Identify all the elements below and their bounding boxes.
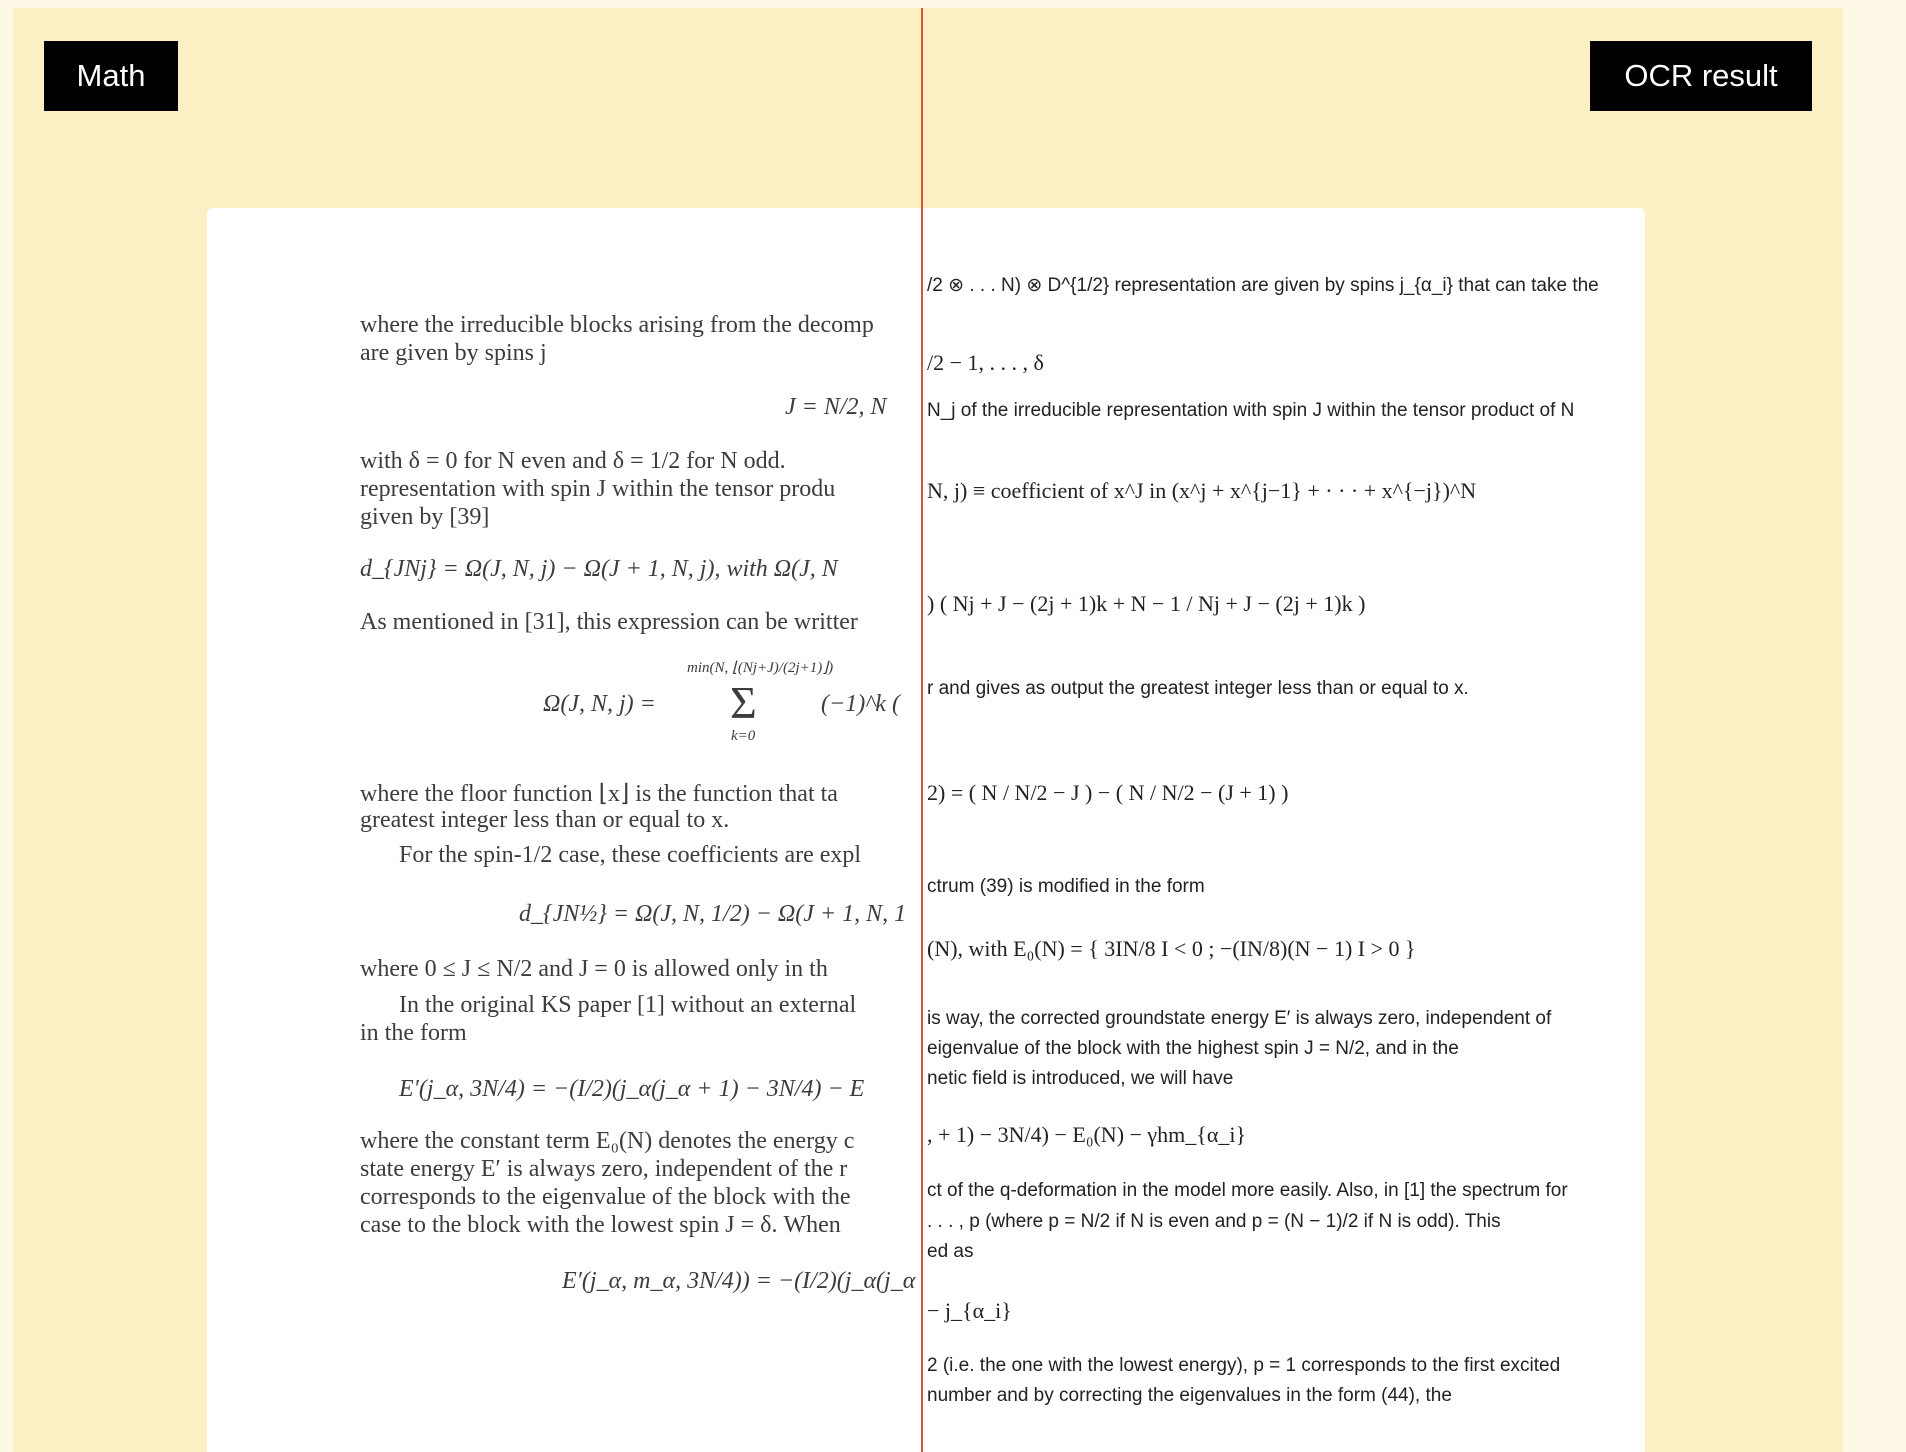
sum-upper-limit: min(N, ⌊(Nj+J)/(2j+1)⌋) xyxy=(687,660,834,676)
text-line: where 0 ≤ J ≤ N/2 and J = 0 is allowed only in th xyxy=(360,956,828,982)
ocr-equation: , + 1) − 3N/4) − E₀(N) − γhm_{α_i} xyxy=(927,1122,1247,1147)
text-line: As mentioned in [31], this expression can be writter xyxy=(360,609,858,635)
ocr-equation: ) ( Nj + J − (2j + 1)k + N − 1 / Nj + J − (2j + 1)k ) xyxy=(927,591,1366,616)
ocr-line: ed as xyxy=(927,1241,974,1262)
ocr-equation: (N), with E₀(N) = { 3IN/8 I < 0 ; −(IN/8)(N − 1) I > 0 } xyxy=(927,936,1416,961)
text-line: given by [39] xyxy=(360,504,490,530)
document-page xyxy=(207,208,1645,1452)
ocr-result-label: OCR result xyxy=(1590,41,1812,111)
ocr-equation: N, j) ≡ coefficient of x^J in (x^j + x^{j−1} + · · · + x^{−j})^N xyxy=(927,478,1477,503)
ocr-line: 2 (i.e. the one with the lowest energy), p = 1 corresponds to the first excited xyxy=(927,1355,1561,1376)
ocr-equation: − j_{α_i} xyxy=(927,1298,1012,1323)
text-line: For the spin-1/2 case, these coefficients are expl xyxy=(399,842,862,868)
comparison-divider-handle[interactable] xyxy=(921,8,923,1452)
sum-lower-limit: k=0 xyxy=(731,728,756,744)
ocr-line: eigenvalue of the block with the highest spin J = N/2, and in the xyxy=(927,1038,1459,1059)
ocr-line: r and gives as output the greatest integer less than or equal to x. xyxy=(927,678,1469,699)
comparison-stage xyxy=(13,8,1843,1452)
text-line: where the constant term E₀(N) denotes the energy c xyxy=(360,1128,855,1154)
equation: d_{JNj} = Ω(J, N, j) − Ω(J + 1, N, j), with Ω(J, N xyxy=(360,556,838,582)
sum-symbol: Σ xyxy=(730,677,757,728)
equation: (−1)^k ( xyxy=(821,691,900,717)
text-line: corresponds to the eigenvalue of the block with the xyxy=(360,1184,851,1210)
ocr-line: . . . , p (where p = N/2 if N is even and p = (N − 1)/2 if N is odd). This xyxy=(927,1211,1501,1232)
ocr-line: ctrum (39) is modified in the form xyxy=(927,876,1205,897)
equation: Ω(J, N, j) = xyxy=(543,691,656,717)
text-line: case to the block with the lowest spin J = δ. When xyxy=(360,1212,841,1238)
ocr-line: netic field is introduced, we will have xyxy=(927,1068,1234,1089)
text-line: where the irreducible blocks arising from the decomp xyxy=(360,312,874,338)
text-line: are given by spins j xyxy=(360,340,547,366)
ocr-line: N_j of the irreducible representation with spin J within the tensor product of N xyxy=(927,400,1575,421)
equation: d_{JN½} = Ω(J, N, 1/2) − Ω(J + 1, N, 1 xyxy=(519,901,907,927)
text-line: state energy E′ is always zero, independent of the r xyxy=(360,1156,848,1182)
text-line: where the floor function ⌊x⌋ is the function that ta xyxy=(360,781,838,807)
math-label: Math xyxy=(44,41,178,111)
equation: E′(j_α, 3N/4) = −(I/2)(j_α(j_α + 1) − 3N/4) − E xyxy=(399,1076,865,1102)
text-line: In the original KS paper [1] without an external xyxy=(399,992,857,1018)
text-line: with δ = 0 for N even and δ = 1/2 for N odd. xyxy=(360,448,786,474)
text-line: representation with spin J within the tensor produ xyxy=(360,476,836,502)
equation: E′(j_α, m_α, 3N/4)) = −(I/2)(j_α(j_α xyxy=(562,1268,916,1294)
ocr-line: is way, the corrected groundstate energy E′ is always zero, independent of xyxy=(927,1008,1552,1029)
text-line: in the form xyxy=(360,1020,467,1046)
equation: J = N/2, N xyxy=(785,394,887,420)
text-line: greatest integer less than or equal to x. xyxy=(360,807,730,833)
math-pane xyxy=(207,208,923,1452)
ocr-result-pane xyxy=(923,208,1645,1452)
ocr-line: ct of the q-deformation in the model more easily. Also, in [1] the spectrum for xyxy=(927,1180,1568,1201)
ocr-line: number and by correcting the eigenvalues in the form (44), the xyxy=(927,1385,1452,1406)
ocr-equation: 2) = ( N / N/2 − J ) − ( N / N/2 − (J + 1) ) xyxy=(927,780,1289,805)
ocr-line: /2 ⊗ . . . N) ⊗ D^{1/2} representation are given by spins j_{α_i} that can take the xyxy=(927,275,1599,296)
ocr-equation: /2 − 1, . . . , δ xyxy=(927,350,1044,375)
